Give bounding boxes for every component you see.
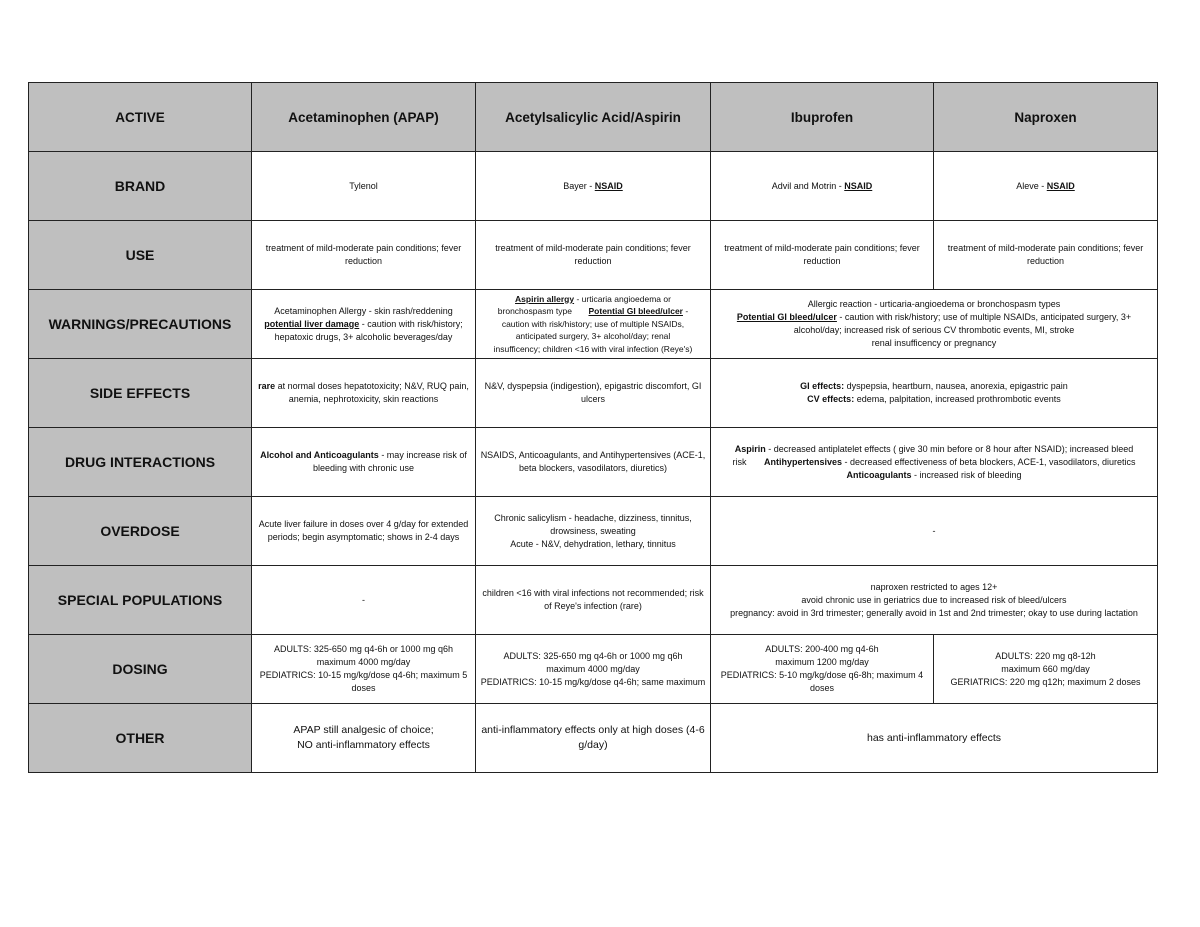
row-header-interactions: DRUG INTERACTIONS [29,428,252,497]
other-line: APAP still analgesic of choice; [293,724,434,736]
dosing-line: PEDIATRICS: 10-15 mg/kg/dose q4-6h; same maximum [480,676,706,687]
dosing-line: PEDIATRICS: 5-10 mg/kg/dose q6-8h; maximum 4 doses [720,670,924,693]
dosing-acetaminophen [252,635,476,704]
brand-text: Bayer - [563,180,595,191]
warning-line: renal insufficency or pregnancy [871,338,997,348]
dosing-naproxen [934,635,1158,704]
side-effects-term: CV effects: [807,394,855,404]
warning-line [714,311,1154,324]
interaction-term: Antihypertensives [764,456,843,467]
overdose-line: drowsiness, sweating [550,525,636,536]
row-header-use: USE [29,221,252,290]
warning-line: alcohol/day; increased risk of serious CV thrombotic events, MI, stroke [793,325,1075,335]
dosing-line: maximum 660 mg/day [1001,663,1090,674]
brand-aspirin [476,152,711,221]
table-row-brand [29,152,1158,221]
side-effects-acetaminophen [252,359,476,428]
other-line: NO anti-inflammatory effects [297,739,430,751]
row-header-dosing: DOSING [29,635,252,704]
interaction-term: Alcohol and Anticoagulants [260,450,379,460]
interaction-line [714,456,1154,469]
col-header-active: ACTIVE [29,83,252,152]
table-row-other [29,704,1158,773]
nsaid-tag: NSAID [844,180,873,191]
other-aspirin: anti-inflammatory effects only at high doses (4-6 g/day) [476,704,711,773]
warning-text: bronchospasm type [497,306,572,317]
nsaid-tag: NSAID [1046,180,1075,191]
overdose-nsaids: - [711,497,1158,566]
warning-line: hepatoxic drugs, 3+ alcoholic beverages/day [274,331,453,342]
warning-line [255,318,472,331]
side-effects-term: rare [258,381,276,391]
special-line: avoid chronic use in geriatrics due to increased risk of bleed/ulcers [801,594,1067,605]
overdose-aspirin [476,497,711,566]
dosing-line: maximum 4000 mg/day [546,663,640,674]
interaction-term: Aspirin [734,443,766,454]
warning-line: anticipated surgery, 3+ alcohol/day; renal [515,331,671,342]
table-row-dosing [29,635,1158,704]
brand-text: Advil and Motrin - [771,180,845,191]
nsaid-tag: NSAID [594,180,623,191]
special-acetaminophen: - [252,566,476,635]
row-header-side-effects: SIDE EFFECTS [29,359,252,428]
dosing-ibuprofen [711,635,934,704]
brand-ibuprofen [711,152,934,221]
dosing-line: ADULTS: 325-650 mg q4-6h or 1000 mg q6h [503,650,683,661]
interaction-term: Anticoagulants [846,469,912,480]
warning-text: - [682,306,689,317]
table-row-interactions [29,428,1158,497]
special-line: naproxen restricted to ages 12+ [870,581,998,592]
dosing-line: ADULTS: 200-400 mg q4-6h [765,644,879,654]
dosing-line: ADULTS: 325-650 mg q4-6h or 1000 mg q6h [274,644,453,654]
side-effects-line [714,380,1154,393]
interactions-aspirin: NSAIDS, Anticoagulants, and Antihypertensives (ACE-1, beta blockers, vasodilators, diuretics) [476,428,711,497]
row-header-overdose: OVERDOSE [29,497,252,566]
brand-text: Tylenol [349,180,378,191]
warning-line: Acetaminophen Allergy - skin rash/reddening [274,305,453,316]
overdose-line: Chronic salicylism - headache, dizziness, tinnitus, [494,512,692,523]
row-header-other: OTHER [29,704,252,773]
brand-text: Aleve - [1016,180,1047,191]
warnings-aspirin [476,290,711,359]
interaction-line [714,443,1154,456]
interaction-text: - decreased antiplatelet effects ( give 30 min before or 8 hour after NSAID); increased bleed [765,443,1134,454]
row-header-warnings: WARNINGS/PRECAUTIONS [29,290,252,359]
side-effects-text: at normal doses hepatotoxicity; N&V, RUQ pain, anemia, nephrotoxicity, skin reactions [275,381,469,404]
row-header-special-populations: SPECIAL POPULATIONS [29,566,252,635]
use-ibuprofen: treatment of mild-moderate pain conditions; fever reduction [711,221,934,290]
table-row-use [29,221,1158,290]
table-row-special-populations [29,566,1158,635]
dosing-line: GERIATRICS: 220 mg q12h; maximum 2 doses [950,676,1141,687]
warnings-acetaminophen [252,290,476,359]
dosing-line: PEDIATRICS: 10-15 mg/kg/dose q4-6h; maximum 5 doses [259,670,468,693]
table-row-side-effects [29,359,1158,428]
warning-term: potential liver damage [264,318,360,329]
table-row-warnings [29,290,1158,359]
warning-line: insufficency; children <16 with viral infection (Reye's) [493,343,693,354]
side-effects-term: GI effects: [800,381,845,391]
warning-text: - urticaria angioedema or [574,293,671,304]
brand-naproxen [934,152,1158,221]
row-header-brand: BRAND [29,152,252,221]
warning-line [479,293,707,306]
brand-acetaminophen [252,152,476,221]
dosing-line: maximum 4000 mg/day [316,657,411,667]
table-row-overdose [29,497,1158,566]
warning-text: - caution with risk/history; [359,318,463,329]
col-header-ibuprofen: Ibuprofen [711,83,934,152]
warning-line [479,305,707,318]
dosing-aspirin [476,635,711,704]
other-nsaids: has anti-inflammatory effects [711,704,1158,773]
special-line: pregnancy: avoid in 3rd trimester; generally avoid in 1st and 2nd trimester; okay to use during lactation [730,607,1138,618]
use-acetaminophen: treatment of mild-moderate pain conditions; fever reduction [252,221,476,290]
interaction-text: risk [732,456,747,467]
interactions-acetaminophen [252,428,476,497]
side-effects-line [714,393,1154,406]
interaction-text: - decreased effectiveness of beta blockers, ACE-1, vasodilators, diuretics [842,456,1136,467]
use-aspirin: treatment of mild-moderate pain conditions; fever reduction [476,221,711,290]
other-acetaminophen [252,704,476,773]
warning-line: Allergic reaction - urticaria-angioedema or bronchospasm types [807,299,1061,309]
warning-term: Aspirin allergy [515,293,575,304]
interaction-text: - may increase risk of bleeding with chronic use [312,450,467,473]
header-row [29,83,1158,152]
interaction-line [714,469,1154,482]
dosing-line: maximum 1200 mg/day [775,657,869,667]
warning-text: - caution with risk/history; use of multiple NSAIDs, anticipated surgery, 3+ [836,312,1132,322]
special-nsaids [711,566,1158,635]
warning-line: caution with risk/history; use of multiple NSAIDs, [501,318,685,329]
dosing-line: ADULTS: 220 mg q8-12h [995,650,1096,661]
col-header-naproxen: Naproxen [934,83,1158,152]
warning-term: Potential GI bleed/ulcer [588,306,683,317]
drug-comparison-table [28,82,1158,773]
overdose-line: Acute - N&V, dehydration, lethary, tinnitus [510,538,676,549]
interactions-nsaids [711,428,1158,497]
col-header-aspirin: Acetylsalicylic Acid/Aspirin [476,83,711,152]
use-naproxen: treatment of mild-moderate pain conditions; fever reduction [934,221,1158,290]
interaction-text: - increased risk of bleeding [911,469,1022,480]
overdose-acetaminophen: Acute liver failure in doses over 4 g/day for extended periods; begin asymptomatic; shows in 2-4 days [252,497,476,566]
special-aspirin: children <16 with viral infections not recommended; risk of Reye's infection (rare) [476,566,711,635]
col-header-acetaminophen: Acetaminophen (APAP) [252,83,476,152]
side-effects-nsaids [711,359,1158,428]
side-effects-text: edema, palpitation, increased prothrombotic events [854,394,1061,404]
side-effects-text: dyspepsia, heartburn, nausea, anorexia, epigastric pain [844,381,1068,391]
warnings-nsaids [711,290,1158,359]
side-effects-aspirin: N&V, dyspepsia (indigestion), epigastric discomfort, GI ulcers [476,359,711,428]
warning-term: Potential GI bleed/ulcer [736,312,837,322]
